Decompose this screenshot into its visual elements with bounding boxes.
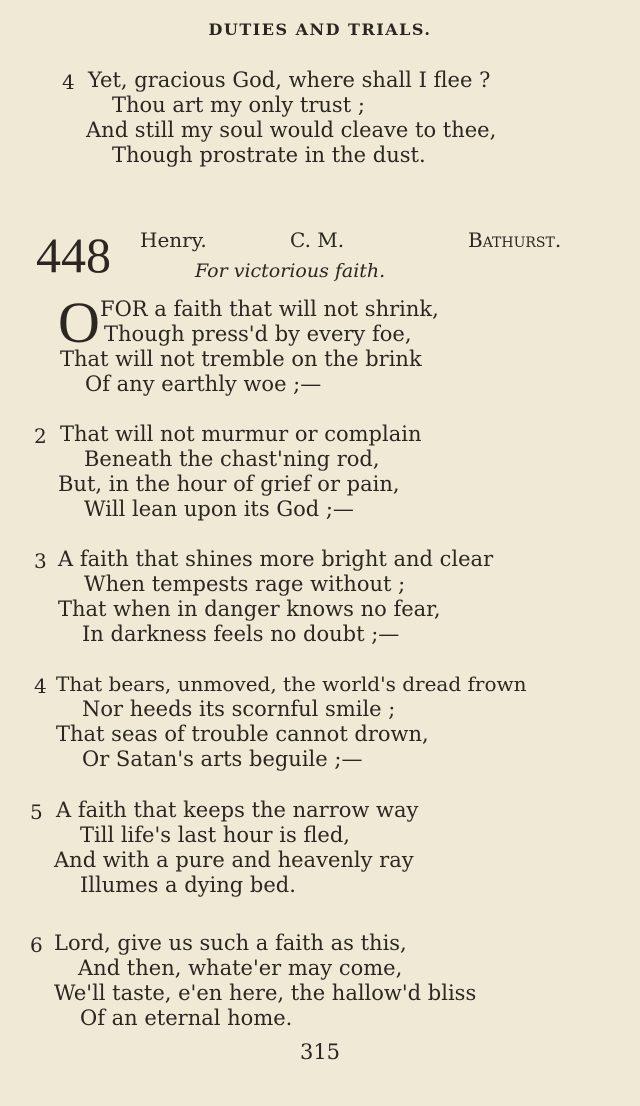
hymn-author: Henry.	[140, 228, 207, 252]
drop-cap: O	[58, 290, 100, 355]
stanza-line: Till life's last hour is fled,	[80, 823, 350, 847]
hymn-meter: C. M.	[290, 228, 345, 252]
hymn-tune: Bathurst.	[468, 228, 562, 252]
stanza-line: That will not tremble on the brink	[60, 347, 422, 371]
stanza-line: Though press'd by every foe,	[104, 322, 412, 346]
stanza-line: That will not murmur or complain	[60, 422, 422, 446]
stanza-line: Will lean upon its God ;—	[84, 497, 354, 521]
stanza-number: 5	[30, 800, 43, 824]
stanza-line: But, in the hour of grief or pain,	[58, 472, 400, 496]
stanza-line: Or Satan's arts beguile ;—	[82, 747, 363, 771]
stanza-line: We'll taste, e'en here, the hallow'd bliss	[54, 981, 477, 1005]
stanza-number: 3	[34, 549, 47, 573]
stanza-number: 2	[34, 424, 47, 448]
stanza-line: When tempests rage without ;	[84, 572, 406, 596]
stanza-line: Illumes a dying bed.	[80, 873, 296, 897]
stanza-line: That bears, unmoved, the world's dread frown	[56, 672, 527, 696]
stanza-line: Beneath the chast'ning rod,	[84, 447, 380, 471]
stanza-line: Yet, gracious God, where shall I flee ?	[88, 68, 491, 92]
stanza-number: 4	[34, 674, 47, 698]
stanza-line: FOR a faith that will not shrink,	[100, 297, 439, 321]
stanza-line: In darkness feels no doubt ;—	[82, 622, 400, 646]
stanza-line: And then, whate'er may come,	[78, 956, 403, 980]
hymn-subtitle: For victorious faith.	[195, 260, 386, 282]
stanza-line: A faith that shines more bright and clear	[58, 547, 494, 571]
stanza-line: Nor heeds its scornful smile ;	[82, 697, 396, 721]
stanza-line: Thou art my only trust ;	[112, 93, 365, 117]
running-header: DUTIES AND TRIALS.	[208, 20, 432, 39]
stanza-line: That when in danger knows no fear,	[58, 597, 441, 621]
stanza-line: And still my soul would cleave to thee,	[86, 118, 497, 142]
stanza-line: A faith that keeps the narrow way	[56, 798, 419, 822]
stanza-line: Of any earthly woe ;—	[85, 372, 322, 396]
stanza-line: Lord, give us such a faith as this,	[54, 931, 407, 955]
stanza-line: Of an eternal home.	[80, 1006, 293, 1030]
stanza-line: And with a pure and heavenly ray	[54, 848, 414, 872]
stanza-line: Though prostrate in the dust.	[112, 143, 426, 167]
stanza-number: 6	[30, 933, 43, 957]
hymn-number: 448	[36, 227, 111, 283]
page-number: 315	[299, 1040, 341, 1064]
stanza-line: That seas of trouble cannot drown,	[56, 722, 429, 746]
stanza-number: 4	[62, 70, 75, 94]
